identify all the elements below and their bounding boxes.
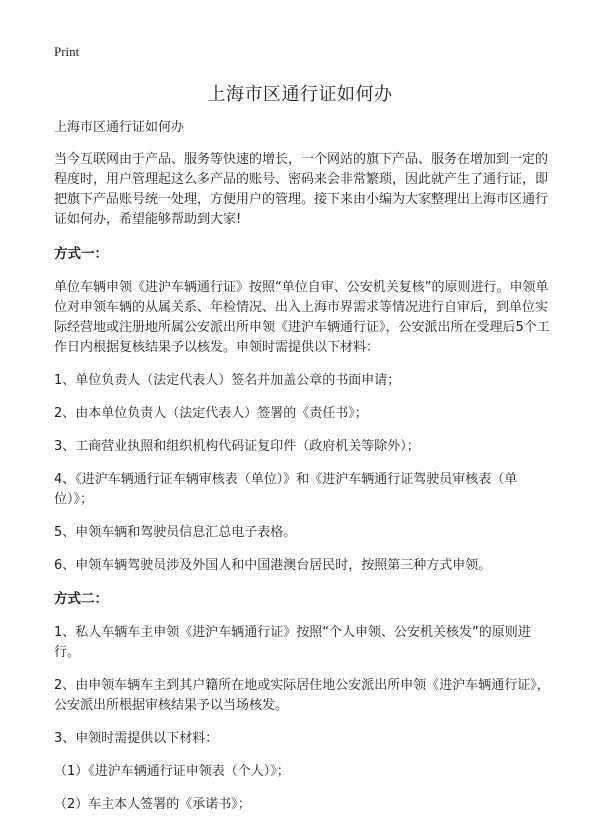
method-two-item: 1、私人车辆车主申领《进沪车辆通行证》按照“个人申领、公安机关核发”的原则进行。 [54, 625, 531, 660]
intro-paragraph: 当今互联网由于产品、服务等快速的增长，一个网站的旗下产品、服务在增加到一定的程度时，用户管理起这么多产品的账号、密码来会非常繁琐，因此就产生了通行证，即把旗下产品账号统一处理，方便用户的管理。接下来由小编为大家整理出上海市区通行证如何办，希望能够帮助到大家! [54, 152, 549, 227]
method-one-item: 6、申领车辆驾驶员涉及外国人和中国港澳台居民时，按照第三种方式申领。 [54, 558, 492, 573]
method-two-item: 3、申领时需提供以下材料： [54, 731, 219, 746]
method-two-sub-item: （2）车主本人签署的《承诺书》； [54, 797, 251, 812]
article-subtitle: 上海市区通行证如何办 [54, 120, 185, 135]
method-one-heading: 方式一： [54, 246, 108, 262]
print-link[interactable]: Print [54, 44, 80, 59]
method-two-sub-item: （1）《进沪车辆通行证申领表（个人）》； [54, 764, 290, 779]
article-body [54, 118, 554, 828]
method-two-heading: 方式二： [54, 591, 108, 607]
method-one-item: 2、由本单位负责人（法定代表人）签署的《责任书》； [54, 406, 368, 421]
method-two-item: 2、由申领车辆车主到其户籍所在地或实际居住地公安派出所申领《进沪车辆通行证》，公安派出所根据审核结果予以当场核发。 [54, 678, 550, 713]
method-one-item: 3、工商营业执照和组织机构代码证复印件（政府机关等除外）； [54, 439, 420, 454]
method-one-item: 4、《进沪车辆通行证车辆审核表（单位）》和《进沪车辆通行证驾驶员审核表（单位）》； [54, 472, 518, 507]
method-one-item: 1、单位负责人（法定代表人）签名并加盖公章的书面申请； [54, 373, 401, 388]
method-one-item: 5、申领车辆和驾驶员信息汇总电子表格。 [54, 525, 297, 540]
page-title: 上海市区通行证如何办 [207, 84, 393, 105]
method-one-paragraph: 单位车辆申领《进沪车辆通行证》按照“单位自审、公安机关复核”的原则进行。申领单位对申领车辆的从属关系、年检情况、出入上海市界需求等情况进行自审后，到单位实际经营地或注册地所属公安派出所申领《进沪车辆通行证》，公安派出所在受理后5个工作日内根据复核结果予以核发。申领时需提供以下材料： [54, 280, 550, 355]
